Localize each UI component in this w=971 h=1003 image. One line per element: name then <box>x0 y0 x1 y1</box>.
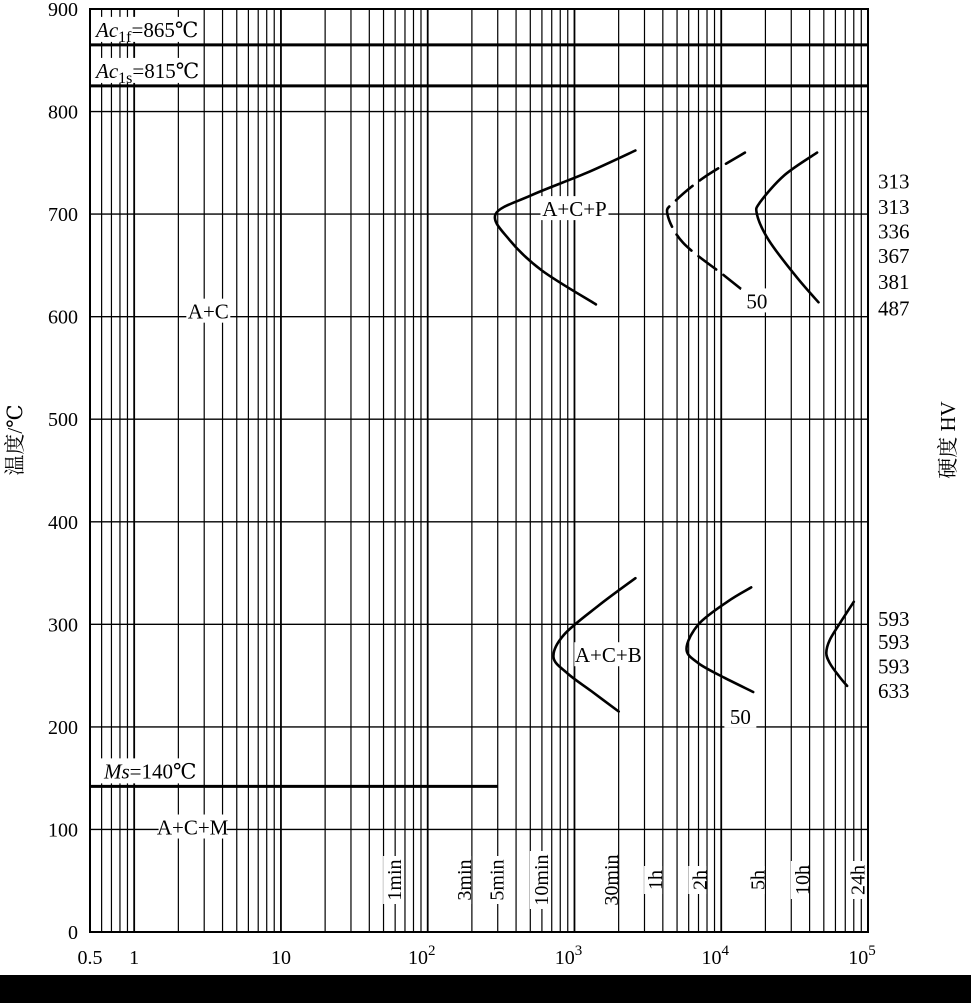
x-tick-label: $10^2$ <box>407 943 436 969</box>
region-label: A+C+M <box>156 815 229 840</box>
transformation-curve <box>667 153 745 293</box>
time-marker-label: 2h <box>689 870 712 890</box>
time-marker-label: 30min <box>600 854 623 906</box>
curves-layer <box>495 151 854 712</box>
hardness-label: 593 <box>878 654 910 679</box>
labels-layer <box>157 169 910 909</box>
region-label: 50 <box>746 289 768 314</box>
y-tick-label: 0 <box>68 922 78 944</box>
y2-axis-title: 硬度 HV <box>936 401 960 479</box>
hardness-label: 367 <box>878 244 910 269</box>
y-tick-label: 200 <box>48 716 78 739</box>
y-tick-label: 800 <box>48 101 78 124</box>
x-tick-label: $10^3$ <box>554 943 583 969</box>
y-tick-label: 300 <box>48 614 78 637</box>
hardness-label: 336 <box>878 219 910 244</box>
x-tick-label: 1 <box>129 947 140 969</box>
y-axis-title: 温度/℃ <box>3 404 27 476</box>
axis-layer <box>3 0 960 969</box>
region-label: A+C+P <box>542 197 607 222</box>
bottom-black-bar <box>0 975 971 1003</box>
time-marker-label: 3min <box>454 859 477 901</box>
y-tick-label: 100 <box>48 819 78 842</box>
hardness-label: 313 <box>878 169 910 194</box>
region-label: A+C <box>187 299 229 324</box>
time-marker-label: 10min <box>530 854 553 906</box>
hardness-label: 487 <box>878 296 910 321</box>
y-tick-label: 500 <box>48 409 78 432</box>
time-marker-label: 1h <box>645 870 668 890</box>
x-tick-label: 10 <box>270 947 291 969</box>
plot-border <box>90 9 868 932</box>
plot-frame <box>90 9 868 932</box>
x-tick-label: $10^4$ <box>701 943 729 969</box>
critical-label-ac1f: $Ac_{1f}=865℃$ <box>96 17 199 46</box>
y-tick-label: 700 <box>48 204 78 227</box>
y-tick-label: 400 <box>48 511 78 534</box>
time-marker-label: 10h <box>791 865 814 895</box>
time-marker-label: 1min <box>384 859 407 901</box>
x-tick-label: $10^5$ <box>848 943 876 969</box>
y-tick-label: 600 <box>48 306 78 329</box>
region-label: A+C+B <box>574 643 642 668</box>
transformation-curve <box>687 587 754 692</box>
hardness-label: 593 <box>878 629 910 654</box>
hardness-label: 633 <box>878 678 910 703</box>
critical-label-ms: Ms=140℃ <box>104 759 197 784</box>
time-marker-label: 24h <box>847 865 870 895</box>
time-marker-label: 5h <box>747 870 770 890</box>
hardness-label: 381 <box>878 269 910 294</box>
hardness-label: 593 <box>878 607 910 632</box>
hardness-label: 313 <box>878 194 910 219</box>
y-tick-label: 900 <box>48 0 78 21</box>
critical-label-ac1s: $Ac_{1s}=815℃$ <box>96 58 200 87</box>
critical-lines-layer <box>90 17 868 786</box>
grid-layer <box>90 9 868 932</box>
transformation-curve <box>826 602 854 686</box>
x-tick-label: 0.5 <box>77 947 103 969</box>
region-label: 50 <box>729 704 751 729</box>
time-marker-label: 5min <box>486 859 509 901</box>
